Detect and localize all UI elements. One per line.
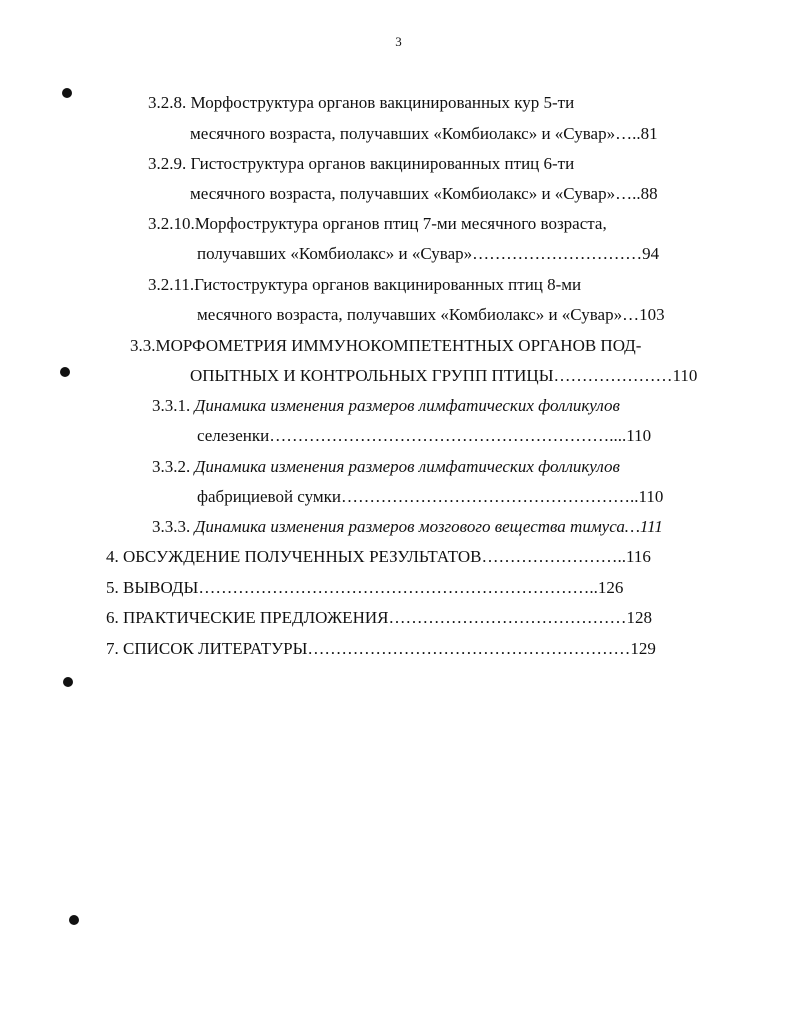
toc-entry-3-3-2-line2: фабрициевой сумки……………………………………………..110 xyxy=(197,487,664,506)
toc-entry-3-2-10-line2: получавших «Комбиолакс» и «Сувар»…………………………94 xyxy=(197,244,660,263)
toc-entry-3-3-2-line1 xyxy=(152,457,620,477)
toc-entry-3-2-8-line1: 3.2.8. Морфоструктура органов вакцинированных кур 5-ти xyxy=(148,93,575,112)
toc-entry-3-3-line1: 3.3.МОРФОМЕТРИЯ ИММУНОКОМПЕТЕНТНЫХ ОРГАНОВ ПОД- xyxy=(130,336,642,355)
toc-entry-4: 4. ОБСУЖДЕНИЕ ПОЛУЧЕННЫХ РЕЗУЛЬТАТОВ……………………..116 xyxy=(106,547,651,566)
toc-entry-3-3-1-title: Динамика изменения размеров лимфатических фолликулов xyxy=(194,396,620,415)
toc-entry-3-2-9-line2: месячного возраста, получавших «Комбиолакс» и «Сувар»…..88 xyxy=(190,184,658,203)
toc-entry-3-3-1-number: 3.3.1. xyxy=(152,396,195,415)
toc-entry-3-2-11-line2: месячного возраста, получавших «Комбиолакс» и «Сувар»…103 xyxy=(197,305,665,324)
toc-entry-3-2-9-line1: 3.2.9. Гистоструктура органов вакцинированных птиц 6-ти xyxy=(148,154,575,173)
toc-entry-3-2-8-line2: месячного возраста, получавших «Комбиолакс» и «Сувар»…..81 xyxy=(190,124,658,143)
toc-entry-3-3-1-line1 xyxy=(152,396,620,416)
punch-hole-mark xyxy=(69,915,79,925)
punch-hole-mark xyxy=(62,88,72,98)
page-number: 3 xyxy=(395,34,402,49)
toc-entry-5: 5. ВЫВОДЫ……………………………………………………………..126 xyxy=(106,578,624,597)
punch-hole-mark xyxy=(63,677,73,687)
toc-entry-7: 7. СПИСОК ЛИТЕРАТУРЫ…………………………………………………129 xyxy=(106,639,656,658)
toc-entry-3-3-3-line1 xyxy=(152,517,663,537)
toc-entry-6: 6. ПРАКТИЧЕСКИЕ ПРЕДЛОЖЕНИЯ……………………………………128 xyxy=(106,608,652,627)
toc-entry-3-3-1-line2: селезенки……………………………………………………....110 xyxy=(197,426,652,445)
toc-entry-3-3-3-title: Динамика изменения размеров мозгового вещества тимуса…111 xyxy=(194,517,663,536)
toc-entry-3-3-line2: ОПЫТНЫХ И КОНТРОЛЬНЫХ ГРУПП ПТИЦЫ…………………110 xyxy=(190,366,698,385)
toc-entry-3-3-2-number: 3.3.2. xyxy=(152,457,195,476)
toc-entry-3-3-2-title: Динамика изменения размеров лимфатических фолликулов xyxy=(194,457,620,476)
toc-entry-3-3-3-number: 3.3.3. xyxy=(152,517,195,536)
toc-entry-3-2-11-line1: 3.2.11.Гистоструктура органов вакцинированных птиц 8-ми xyxy=(148,275,582,294)
toc-entry-3-2-10-line1: 3.2.10.Морфоструктура органов птиц 7-ми месячного возраста, xyxy=(148,214,607,233)
punch-hole-mark xyxy=(60,367,70,377)
